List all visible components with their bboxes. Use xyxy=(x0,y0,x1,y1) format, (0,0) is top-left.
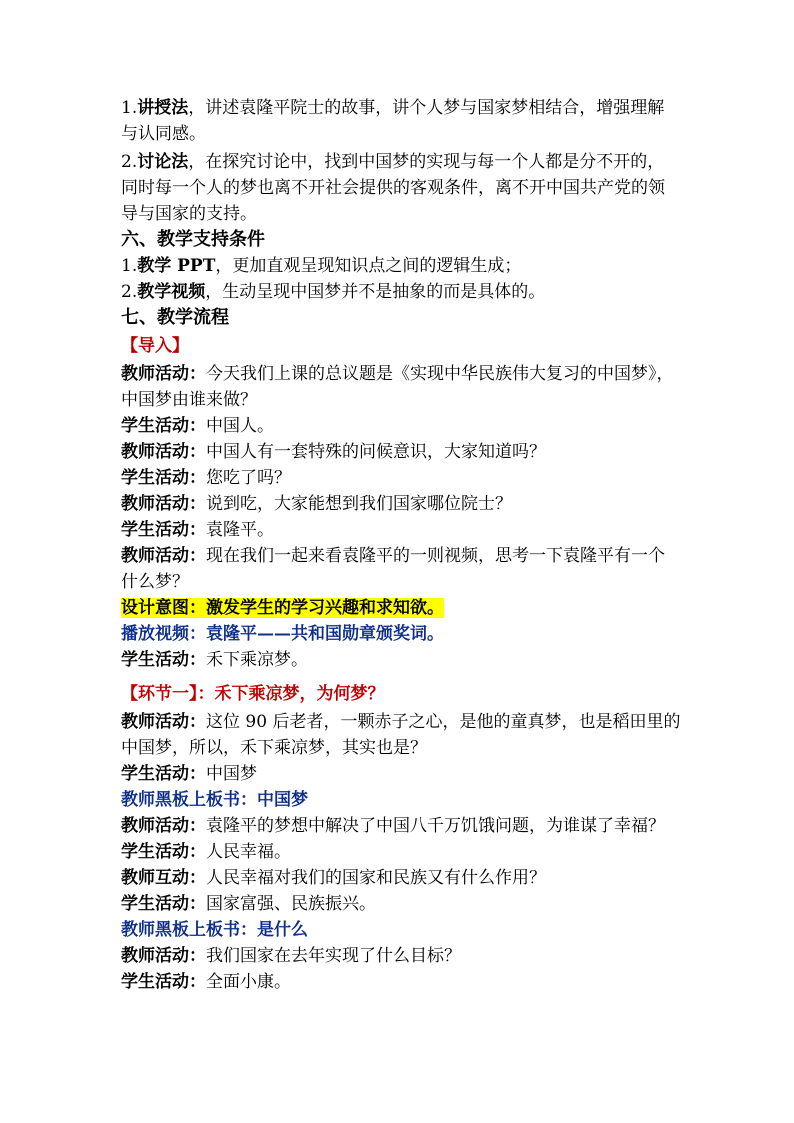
method-text: ，讲述袁隆平院士的故事，讲个人梦与国家梦相结合，增强理解与认同感。 xyxy=(121,98,665,144)
method-term: 讲授法 xyxy=(137,98,189,118)
support-term: 教学 PPT xyxy=(137,256,216,276)
speaker-label: 学生活动： xyxy=(121,520,206,540)
dialogue-line xyxy=(121,647,681,673)
dialogue-line xyxy=(121,491,681,517)
dialogue-line xyxy=(121,813,681,839)
speaker-label: 学生活动： xyxy=(121,894,206,914)
dialogue-line xyxy=(121,465,681,491)
dialogue-text: 说到吃，大家能想到我们国家哪位院士？ xyxy=(206,494,512,514)
speaker-label: 教师活动： xyxy=(121,546,206,566)
dialogue-line xyxy=(121,943,681,969)
dialogue-line xyxy=(121,361,681,413)
dialogue-line xyxy=(121,969,681,995)
speaker-label: 教师活动： xyxy=(121,712,206,732)
dialogue-text: 禾下乘凉梦。 xyxy=(206,650,308,670)
design-intent-text: 设计意图：激发学生的学习兴趣和求知欲。 xyxy=(121,598,444,618)
speaker-label: 学生活动： xyxy=(121,416,206,436)
play-video-note: 播放视频：袁隆平——共和国勋章颁奖词。 xyxy=(121,624,444,644)
dialogue-text: 袁隆平。 xyxy=(206,520,274,540)
dialogue-text: 人民幸福对我们的国家和民族又有什么作用？ xyxy=(206,868,546,888)
dialogue-line xyxy=(121,543,681,595)
dialogue-text: 现在我们一起来看袁隆平的一则视频，思考一下袁隆平有一个什么梦？ xyxy=(121,546,665,592)
design-intent xyxy=(121,595,681,621)
item-number: 2. xyxy=(121,152,138,172)
dialogue-text: 我们国家在去年实现了什么目标？ xyxy=(206,946,461,966)
support-item-ppt xyxy=(121,253,681,279)
dialogue-text: 今天我们上课的总议题是《实现中华民族伟大复习的中国梦》，中国梦由谁来做？ xyxy=(121,364,674,410)
speaker-label: 学生活动： xyxy=(121,972,206,992)
dialogue-line xyxy=(121,709,681,761)
support-term: 教学视频 xyxy=(137,282,206,302)
section-7-heading: 七、教学流程 xyxy=(121,307,229,328)
board-note: 教师黑板上板书：中国梦 xyxy=(121,790,308,810)
speaker-label: 教师活动： xyxy=(121,442,206,462)
item-number: 1. xyxy=(121,98,138,118)
stage-1-title: ：禾下乘凉梦，为何梦？ xyxy=(197,684,385,704)
dialogue-text: 中国人。 xyxy=(206,416,274,436)
method-discussion xyxy=(121,149,681,227)
dialogue-line xyxy=(121,517,681,543)
speaker-label: 学生活动： xyxy=(121,764,206,784)
dialogue-line xyxy=(121,413,681,439)
speaker-label: 学生活动： xyxy=(121,650,206,670)
support-text: ，更加直观呈现知识点之间的逻辑生成； xyxy=(215,256,522,276)
dialogue-line xyxy=(121,439,681,465)
dialogue-text: 中国人有一套特殊的问候意识，大家知道吗？ xyxy=(206,442,546,462)
stage-1-heading xyxy=(121,681,681,707)
item-number: 1. xyxy=(121,256,138,276)
speaker-label: 教师互动： xyxy=(121,868,206,888)
section-6-heading: 六、教学支持条件 xyxy=(121,229,265,250)
dialogue-text: 全面小康。 xyxy=(206,972,291,992)
dialogue-text: 中国梦 xyxy=(206,764,257,784)
dialogue-line xyxy=(121,839,681,865)
speaker-label: 教师活动： xyxy=(121,946,206,966)
dialogue-text: 这位 90 后老者，一颗赤子之心，是他的童真梦，也是稻田里的中国梦，所以，禾下乘凉梦，其实也是？ xyxy=(121,712,681,758)
dialogue-line xyxy=(121,891,681,917)
speaker-label: 教师活动： xyxy=(121,364,206,384)
support-text: ，生动呈现中国梦并不是抽象的而是具体的。 xyxy=(205,282,546,302)
intro-heading: 【导入】 xyxy=(121,336,189,356)
document-body xyxy=(121,95,681,995)
speaker-label: 教师活动： xyxy=(121,494,206,514)
stage-1-bracket: 【环节一】 xyxy=(121,684,198,704)
method-lecture xyxy=(121,95,681,147)
speaker-label: 学生活动： xyxy=(121,842,206,862)
dialogue-text: 国家富强、民族振兴。 xyxy=(206,894,376,914)
dialogue-text: 人民幸福。 xyxy=(206,842,291,862)
dialogue-text: 您吃了吗？ xyxy=(206,468,291,488)
speaker-label: 教师活动： xyxy=(121,816,206,836)
item-number: 2. xyxy=(121,282,138,302)
dialogue-text: 袁隆平的梦想中解决了中国八千万饥饿问题，为谁谋了幸福？ xyxy=(206,816,665,836)
method-text: ，在探究讨论中，找到中国梦的实现与每一个人都是分不开的，同时每一个人的梦也离不开社会提供的客观条件，离不开中国共产党的领导与国家的支持。 xyxy=(121,152,665,224)
speaker-label: 学生活动： xyxy=(121,468,206,488)
board-note: 教师黑板上板书：是什么 xyxy=(121,920,308,940)
method-term: 讨论法 xyxy=(137,152,189,172)
support-item-video xyxy=(121,279,681,305)
dialogue-line xyxy=(121,761,681,787)
dialogue-line xyxy=(121,865,681,891)
